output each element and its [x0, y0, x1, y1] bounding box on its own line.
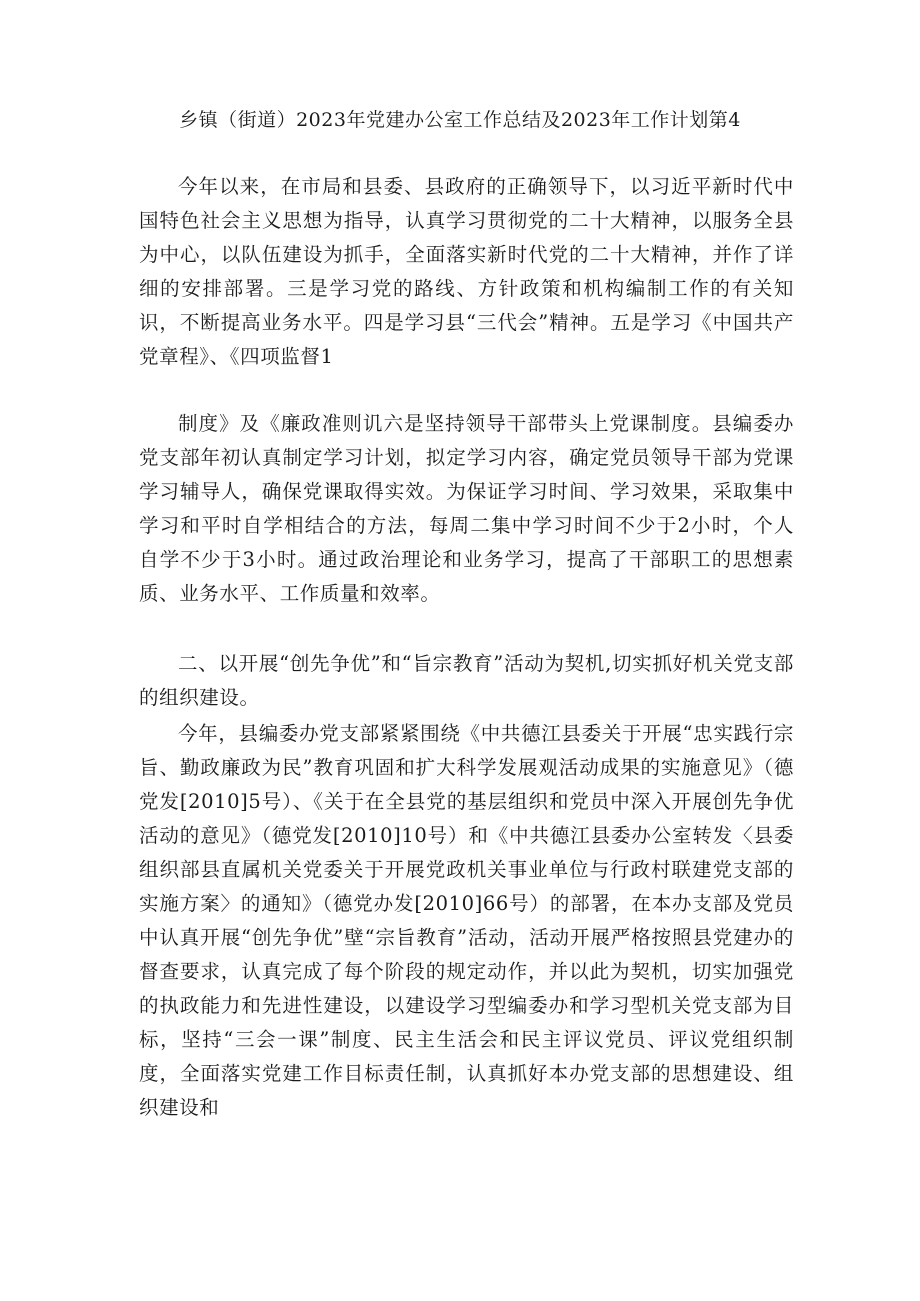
paragraph-study-content: 今年以来，在市局和县委、县政府的正确领导下，以习近平新时代中国特色社会主义思想为指导，认真学习贯彻党的二十大精神，以服务全县为中心，以队伍建设为抓手，全面落实新时代党的二十大精神，并作了详细的安排部署。三是学习党的路线、方针政策和机构编制工作的有关知识，不断提高业务水平。四是学习县“三代会”精神。五是学习《中国共产党章程》、《四项监督1	[139, 175, 794, 368]
paragraph-organization-building: 今年，县编委办党支部紧紧围绕《中共德江县委关于开展“忠实践行宗旨、勤政廉政为民”教育巩固和扩大科学发展观活动成果的实施意见》（德党发[2010]5号）、《关于在全县党的基层组织和党员中深入开展创先争优活动的意见》（德党发[2010]10号）和《中共德江县委办公室转发〈县委组织部县直属机关党委关于开展党政机关事业单位与行政村联建党支部的实施方案〉的通知》（德党办发[2010]66号）的部署，在本办支部及党员中认真开展“创先争优”壁“宗旨教育”活动，活动开展严格按照县党建办的督查要求，认真完成了每个阶段的规定动作，并以此为契机，切实加强党的执政能力和先进性建设，以建设学习型编委办和学习型机关党支部为目标，坚持“三会一课”制度、民主生活会和民主评议党员、评议党组织制度，全面落实党建工作目标责任制，认真抓好本办党支部的思想建设、组织建设和	[139, 722, 794, 1119]
paragraph-section-heading-two: 二、以开展“创先争优”和“旨宗教育”活动为契机,切实抓好机关党支部的组织建设。	[139, 652, 794, 709]
paragraph-party-lecture-system: 制度》及《廉政准则讥六是坚持领导干部带头上党课制度。县编委办党支部年初认真制定学习计划，拟定学习内容，确定党员领导干部为党课学习辅导人，确保党课取得实效。为保证学习时间、学习效果，采取集中学习和平时自学相结合的方法，每周二集中学习时间不少于2小时，个人自学不少于3小时。通过政治理论和业务学习，提高了干部职工的思想素质、业务水平、工作质量和效率。	[139, 412, 794, 605]
document-title: 乡镇（街道）2023年党建办公室工作总结及2023年工作计划第4	[179, 109, 741, 131]
